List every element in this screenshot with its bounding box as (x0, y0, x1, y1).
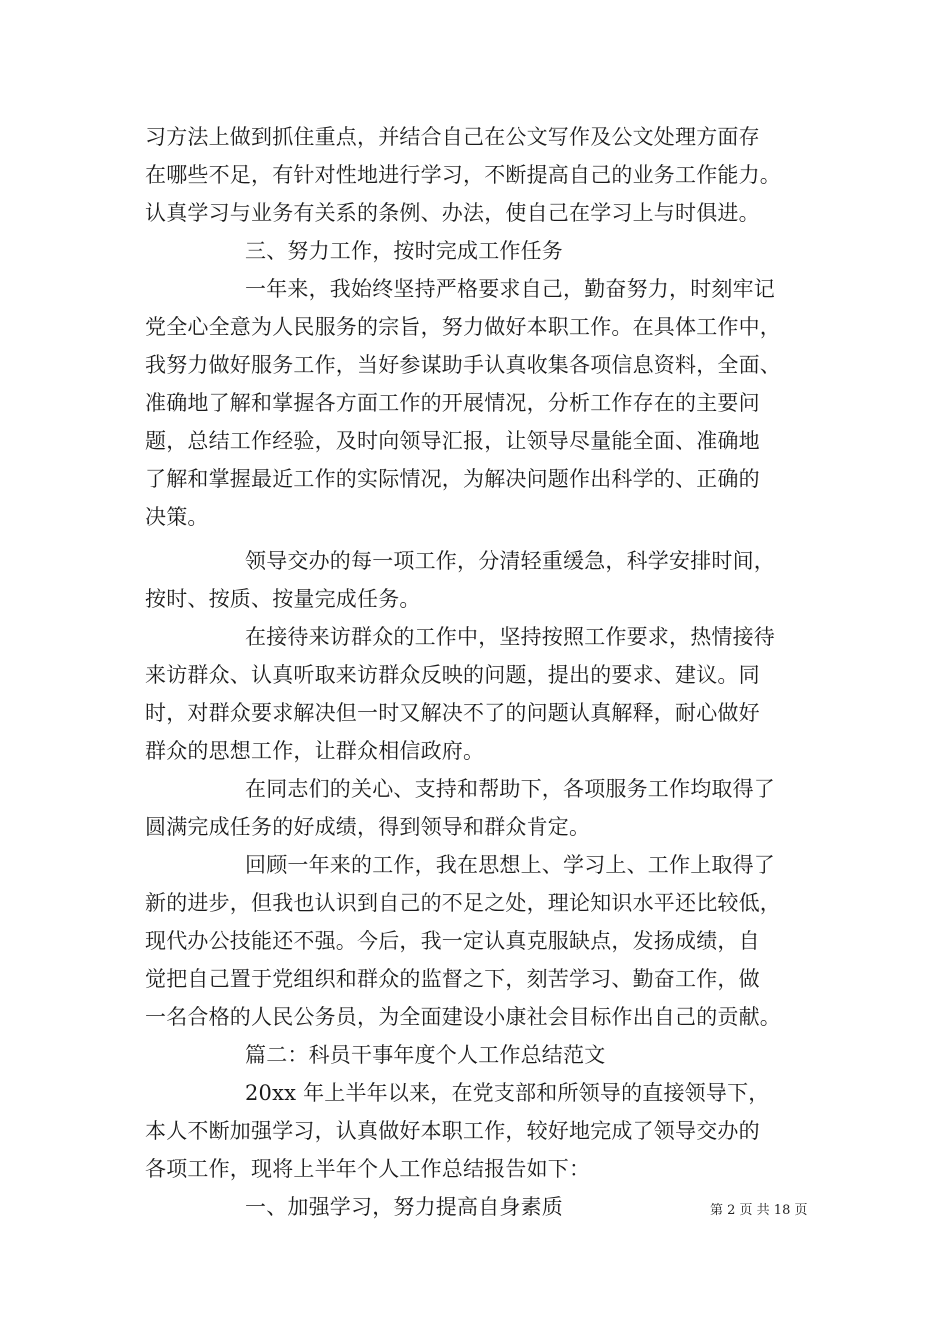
paragraph-line: 党全心全意为人民服务的宗旨，努力做好本职工作。在具体工作中， (145, 315, 781, 339)
section-heading: 一、加强学习，努力提高自身素质 (245, 1195, 563, 1219)
paragraph-line: 在接待来访群众的工作中，坚持按照工作要求，热情接待 (245, 625, 775, 649)
paragraph-line: 各项工作，现将上半年个人工作总结报告如下： (145, 1157, 591, 1181)
paragraph-line: 一年来，我始终坚持严格要求自己，勤奋努力，时刻牢记 (245, 277, 775, 301)
paragraph-line: 了解和掌握最近工作的实际情况，为解决问题作出科学的、正确的 (145, 467, 760, 491)
article-heading: 篇二：科员干事年度个人工作总结范文 (245, 1043, 606, 1067)
paragraph-line: 时，对群众要求解决但一时又解决不了的问题认真解释，耐心做好 (145, 701, 760, 725)
paragraph-line: 群众的思想工作，让群众相信政府。 (145, 739, 485, 763)
paragraph-line: 认真学习与业务有关系的条例、办法，使自己在学习上与时俱进。 (145, 201, 760, 225)
paragraph-line: 圆满完成任务的好成绩，得到领导和群众肯定。 (145, 815, 591, 839)
paragraph-line: 在哪些不足，有针对性地进行学习，不断提高自己的业务工作能力。 (145, 163, 781, 187)
paragraph-line: 准确地了解和掌握各方面工作的开展情况，分析工作存在的主要问 (145, 391, 760, 415)
page-number: 第 2 页 共 18 页 (710, 1203, 808, 1218)
paragraph-line: 觉把自己置于党组织和群众的监督之下，刻苦学习、勤奋工作，做 (145, 967, 760, 991)
paragraph-line: 按时、按质、按量完成任务。 (145, 587, 421, 611)
paragraph-line: 20xx 年上半年以来，在党支部和所领导的直接领导下， (245, 1081, 770, 1105)
paragraph-line: 本人不断加强学习，认真做好本职工作，较好地完成了领导交办的 (145, 1119, 760, 1143)
paragraph-line: 现代办公技能还不强。今后，我一定认真克服缺点，发扬成绩，自 (145, 929, 760, 953)
paragraph-line: 题，总结工作经验，及时向领导汇报，让领导尽量能全面、准确地 (145, 429, 760, 453)
paragraph-line: 习方法上做到抓住重点，并结合自己在公文写作及公文处理方面存 (145, 125, 760, 149)
paragraph-line: 新的进步，但我也认识到自己的不足之处，理论知识水平还比较低， (145, 891, 781, 915)
paragraph-line: 决策。 (145, 505, 209, 529)
paragraph-line: 一名合格的人民公务员，为全面建设小康社会目标作出自己的贡献。 (145, 1005, 781, 1029)
paragraph-line: 来访群众、认真听取来访群众反映的问题，提出的要求、建议。同 (145, 663, 760, 687)
paragraph-line: 在同志们的关心、支持和帮助下，各项服务工作均取得了 (245, 777, 775, 801)
section-heading: 三、努力工作，按时完成工作任务 (245, 239, 563, 263)
paragraph-line: 领导交办的每一项工作，分清轻重缓急，科学安排时间， (245, 549, 775, 573)
paragraph-line: 我努力做好服务工作，当好参谋助手认真收集各项信息资料，全面、 (145, 353, 781, 377)
paragraph-line: 回顾一年来的工作，我在思想上、学习上、工作上取得了 (245, 853, 775, 877)
